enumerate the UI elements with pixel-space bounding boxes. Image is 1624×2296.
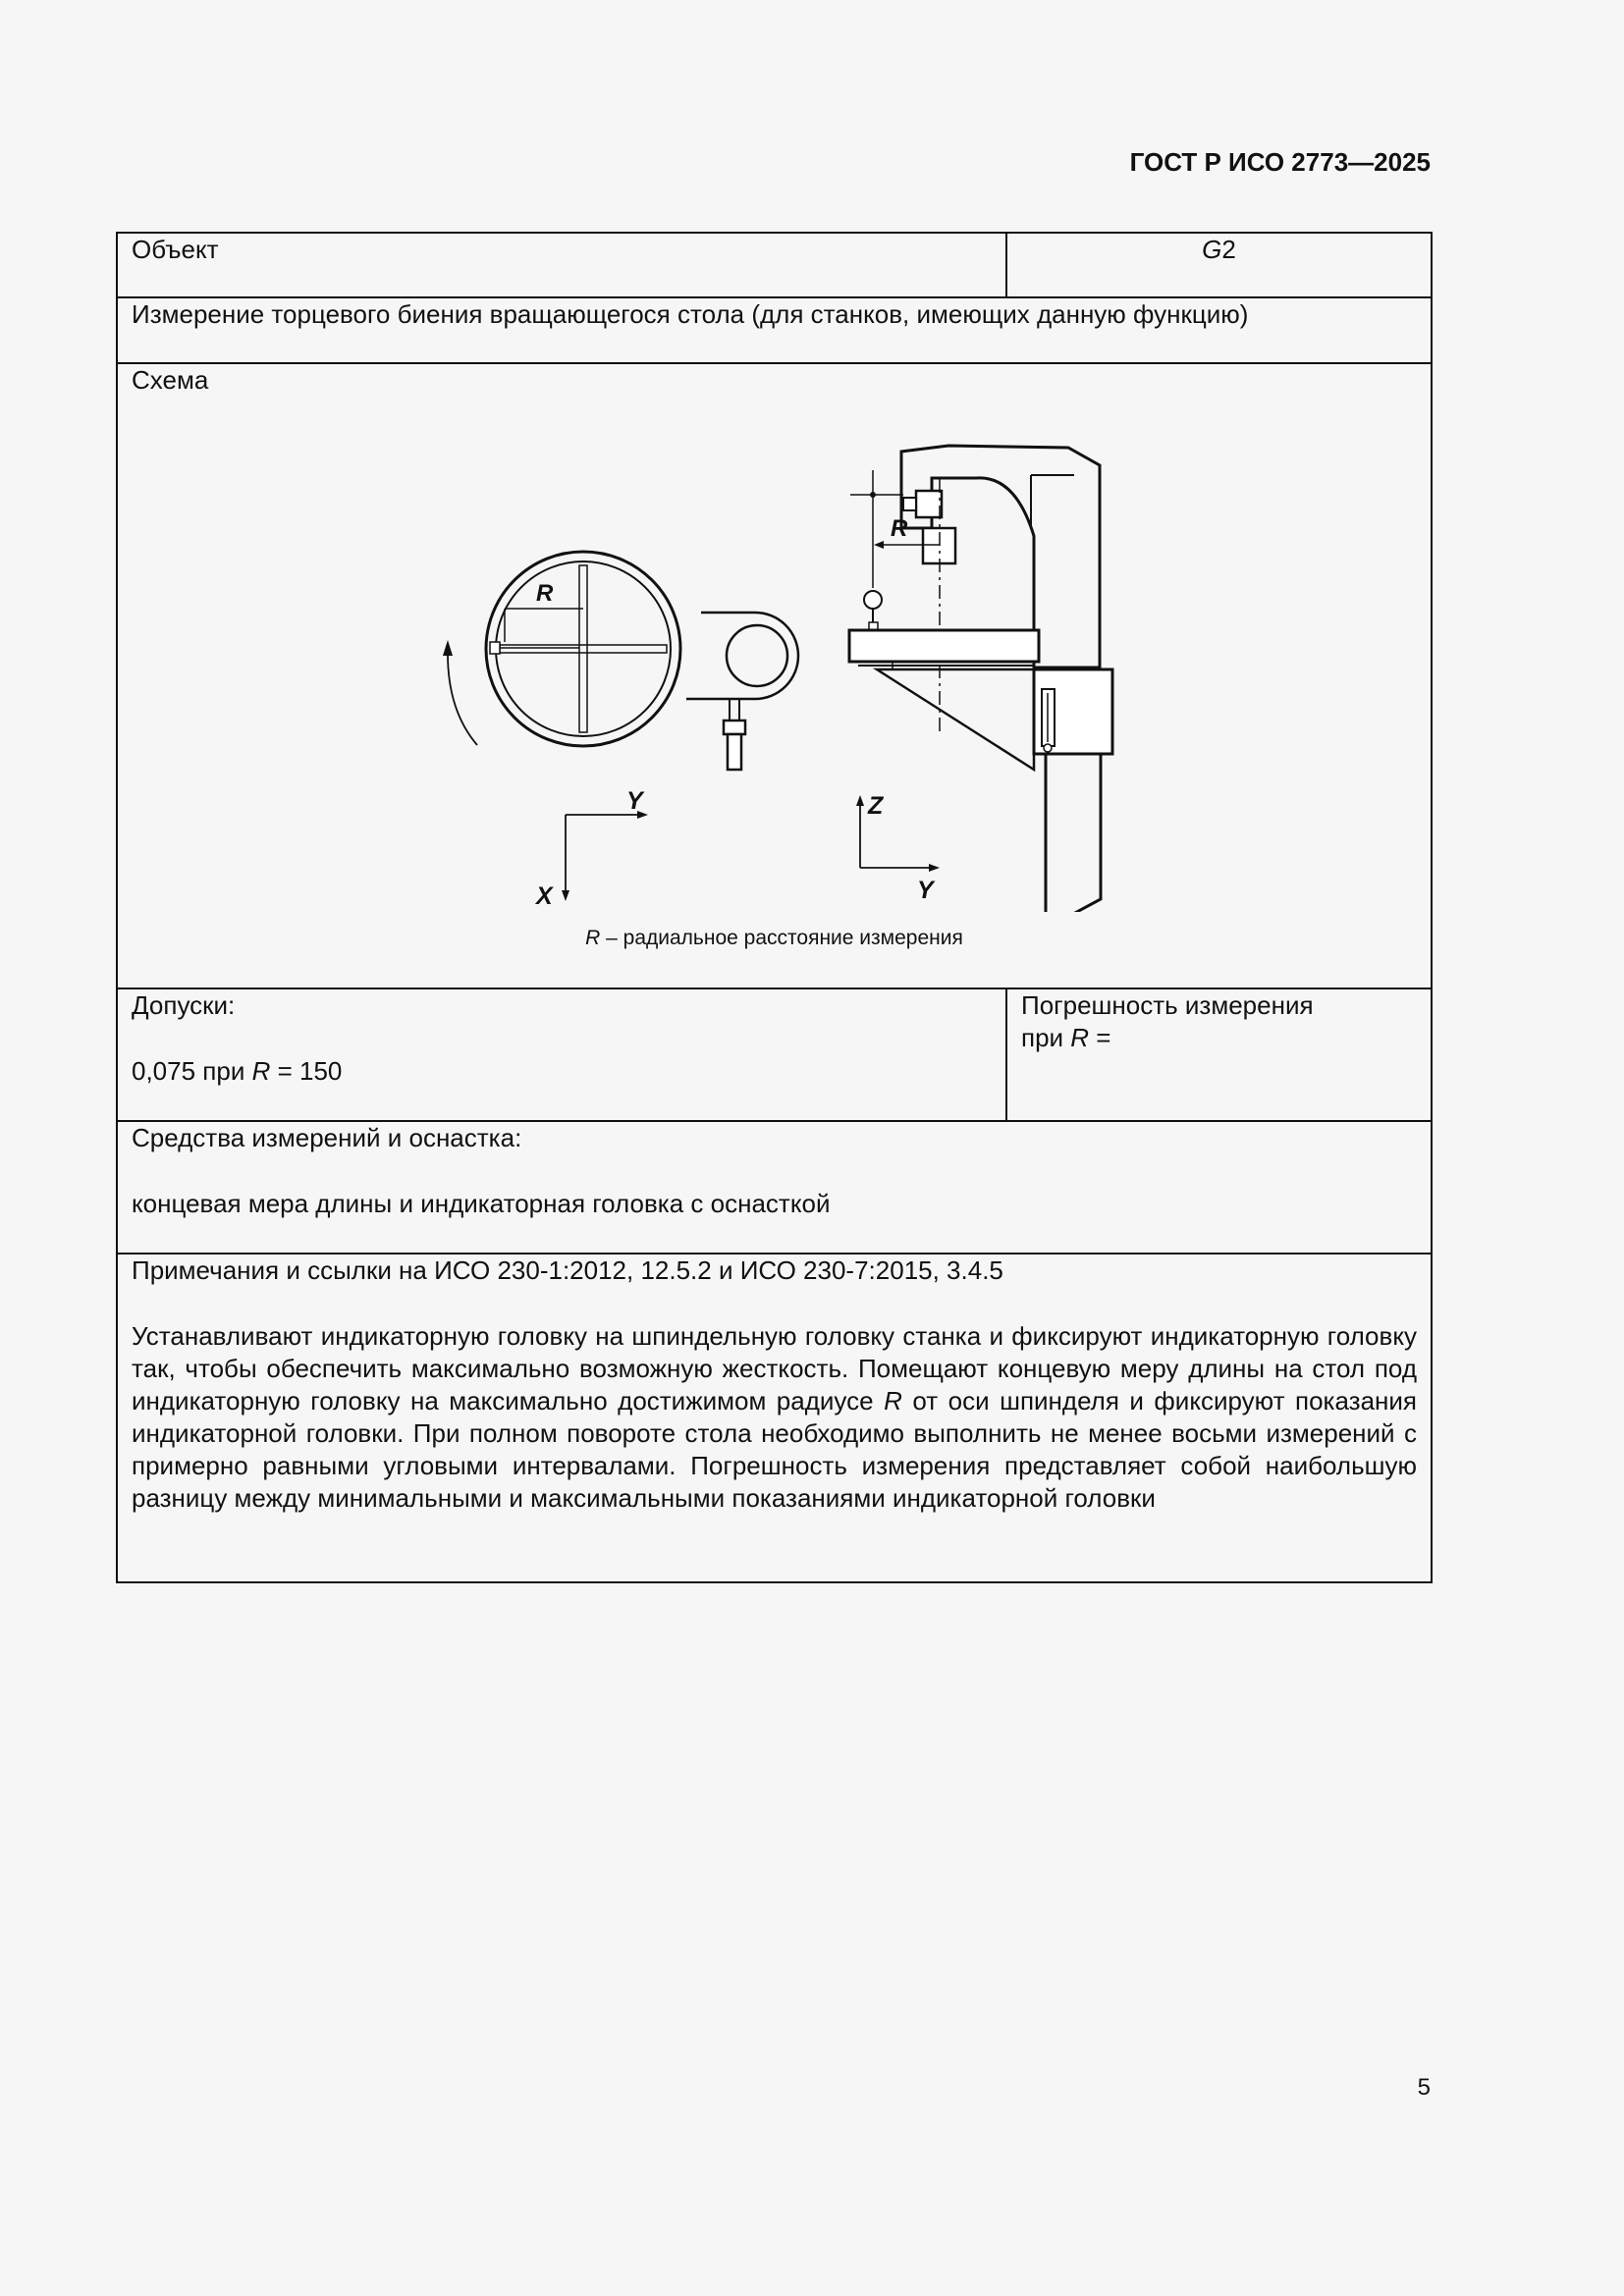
object-label: Объект: [117, 233, 1006, 297]
y-axis-label-top-view: Y: [626, 787, 643, 815]
uncertainty-suffix: =: [1089, 1023, 1111, 1052]
tolerance-cell: [117, 988, 1006, 1121]
schema-row: [117, 363, 1432, 988]
spindle-head-top-view: [686, 613, 798, 770]
title-row: [117, 297, 1432, 363]
tolerance-value-prefix: 0,075 при: [132, 1056, 252, 1086]
notes-label: Примечания и ссылки на ИСО 230-1:2012, 12.5.2 и ИСО 230-7:2015, 3.4.5: [132, 1255, 1003, 1285]
schema-drawing: [132, 397, 1417, 912]
rotary-table-top-view: [443, 552, 680, 746]
notes-text-part-2: от оси шпинделя и фиксируют показания индикаторной головки. При полном повороте стола необходимо выполнить не менее восьми измерений с примерно равными угловыми интервалами. Погрешность измерения представляет собой наибольшую разницу между минимальными и максимальными показаниями индикаторной головки: [132, 1386, 1417, 1513]
xy-axes: [562, 811, 648, 901]
schema-label: Схема: [132, 365, 209, 395]
tolerance-label: Допуски:: [132, 990, 236, 1020]
y-axis-label-side-view: Y: [917, 877, 934, 904]
x-axis-label: X: [536, 882, 553, 910]
tolerance-value-var: R: [251, 1056, 271, 1086]
uncertainty-value: [1021, 1022, 1417, 1054]
machine-side-view: [849, 446, 1112, 912]
notes-text-var: R: [884, 1386, 902, 1415]
notes-cell: [117, 1254, 1432, 1582]
uncertainty-label: Погрешность измерения: [1021, 990, 1314, 1020]
instruments-cell: [117, 1121, 1432, 1254]
measurement-title: Измерение торцевого биения вращающегося стола (для станков, имеющих данную функцию): [117, 297, 1432, 363]
r-label-side-view: R: [891, 515, 908, 542]
object-code-letter: G: [1202, 235, 1222, 264]
notes-paragraph: [132, 1320, 1417, 1515]
schema-caption: [132, 922, 1417, 954]
tolerance-row: [117, 988, 1432, 1121]
tolerance-value: [132, 1055, 992, 1088]
notes-row: [117, 1254, 1432, 1582]
specification-table: [116, 232, 1433, 1583]
instruments-label: Средства измерений и оснастка:: [132, 1123, 522, 1152]
object-row: [117, 233, 1432, 297]
schema-caption-var: R: [585, 927, 601, 949]
notes-text-part-1: Устанавливают индикаторную головку на шпиндельную головку станка и фиксируют индикаторную головку так, чтобы обеспечить максимально возможную жесткость. Помещают концевую меру длины на стол под индикаторную головку на максимально достижимом радиусе: [132, 1321, 1417, 1415]
r-label-top-view: R: [536, 580, 554, 607]
uncertainty-prefix: при: [1021, 1023, 1071, 1052]
schema-figure: [132, 397, 1417, 954]
instruments-value: концевая мера длины и индикаторная головка с оснасткой: [132, 1189, 831, 1218]
instruments-row: [117, 1121, 1432, 1254]
tolerance-value-suffix: = 150: [270, 1056, 343, 1086]
object-code-number: 2: [1221, 235, 1236, 264]
z-axis-label: Z: [868, 792, 884, 820]
standard-header: ГОСТ Р ИСО 2773—2025: [1129, 147, 1431, 177]
schema-caption-text: – радиальное расстояние измерения: [600, 927, 963, 949]
object-code: [1006, 233, 1432, 297]
schema-cell: [117, 363, 1432, 988]
uncertainty-var: R: [1070, 1023, 1090, 1052]
page-number: 5: [1417, 2074, 1431, 2101]
uncertainty-cell: [1006, 988, 1432, 1121]
